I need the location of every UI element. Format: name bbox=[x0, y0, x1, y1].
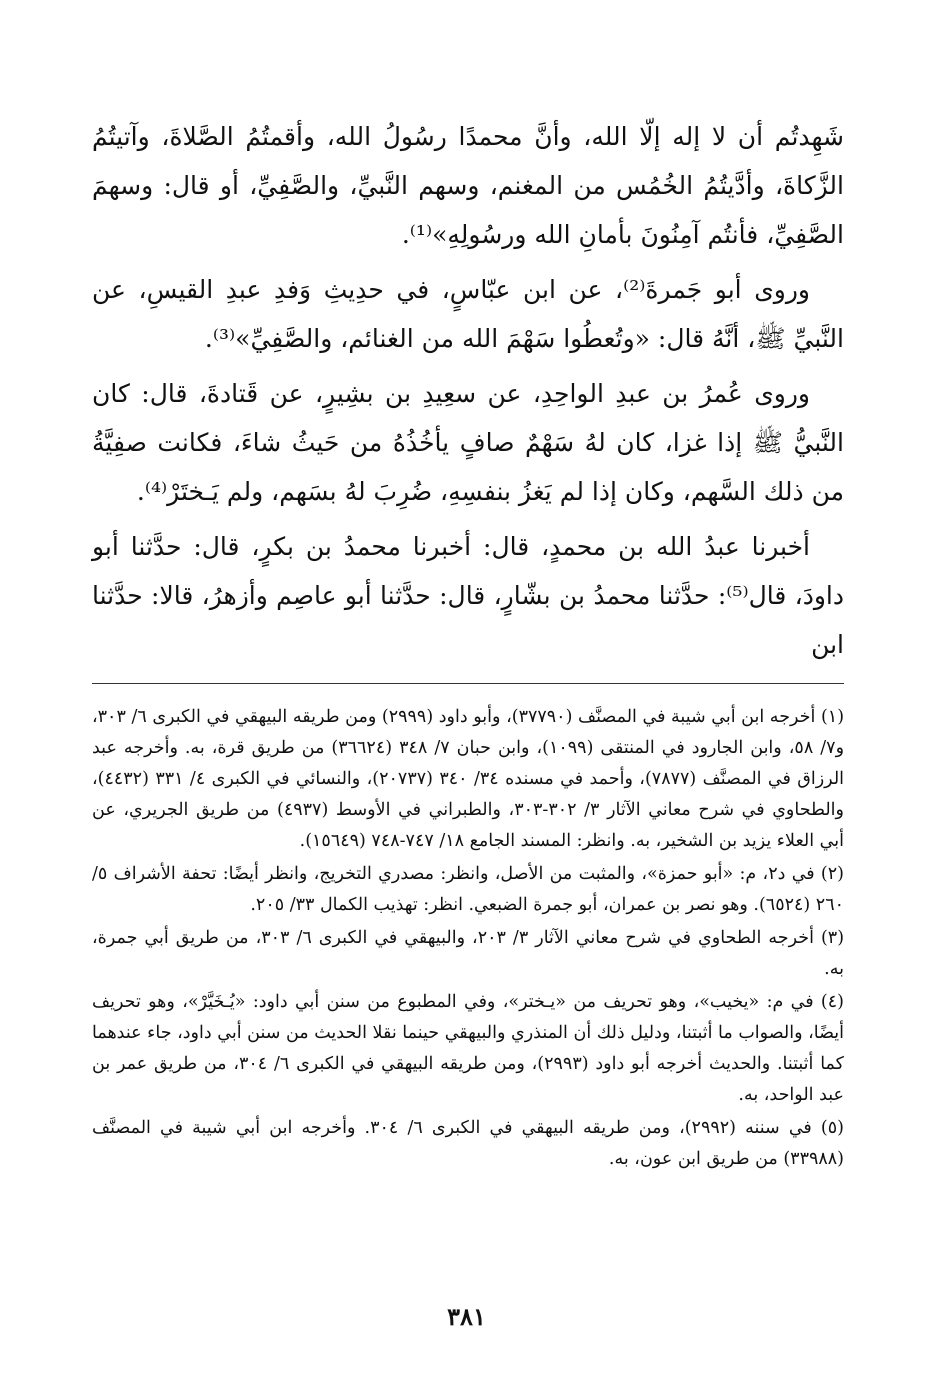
footnotes bbox=[92, 702, 844, 1175]
footnote-4: (٤) في م: «يخيب»، وهو تحريف من «يـختر»، وفي المطبوع من سنن أبي داود: «يُـخَيَّرْ»، وهو تحريف أيضًا، والصواب ما أثبتنا، ودليل ذلك أن المنذري والبيهقي حينما نقلا الحديث من سنن أبي داود، جاء عندهما كما أثبتنا. والحديث أخرجه أبو داود (٢٩٩٣)، ومن طريقه البيهقي في الكبرى ٦/ ٣٠٤، من طريق عمر بن عبد الواحد، به. bbox=[92, 992, 844, 1105]
footnote-1: (١) أخرجه ابن أبي شيبة في المصنَّف (٣٧٧٩٠)، وأبو داود (٢٩٩٩) ومن طريقه البيهقي في الكبرى ٦/ ٣٠٣، و٧/ ٥٨، وابن الجارود في المنتقى (١٠٩٩)، وابن حبان ٧/ ٣٤٨ (٣٦٦٢٤) من طريق قرة، به. وأخرجه عبد الرزاق في المصنَّف (٧٨٧٧)، وأحمد في مسنده ٣٤/ ٣٤٠ (٢٠٧٣٧)، والنسائي في الكبرى ٤/ ٣٣١ (٤٤٣٢)، والطحاوي في شرح معاني الآثار ٣/ ٣٠٢-٣٠٣، والطبراني في الأوسط (٤٩٣٧) من طريق الجريري، عن أبي العلاء يزيد بن الشخير، به. وانظر: المسند الجامع ١٨/ ٧٤٧-٧٤٨ (١٥٦٤٩). bbox=[92, 707, 845, 851]
footnote-5: (٥) في سننه (٢٩٩٢)، ومن طريقه البيهقي في الكبرى ٦/ ٣٠٤. وأخرجه ابن أبي شيبة في المصنَّف (٣٣٩٨٨) من طريق ابن عون، به. bbox=[92, 1118, 844, 1169]
footnote-divider bbox=[92, 683, 844, 684]
footnote-3: (٣) أخرجه الطحاوي في شرح معاني الآثار ٣/ ٢٠٣، والبيهقي في الكبرى ٦/ ٣٠٣، من طريق أبي جمرة، به. bbox=[92, 928, 845, 979]
page-number: ٣٨١ bbox=[447, 1302, 486, 1331]
paragraph-3: وروى عُمرُ بن عبدِ الواحِدِ، عن سعِيدِ بن بشِيرٍ، عن قَتادةَ، قال: كان النَّبيُّ ﷺ إذا غزا، كان لهُ سَهْمٌ صافٍ يأخُذُهُ من حَيثُ شاءَ، فكانت صفِيَّةُ من ذلك السَّهم، وكان إذا لم يَغزُ بنفسِهِ، ضُرِبَ لهُ بسَهم، ولم يَـختَرْ⁽⁴⁾. bbox=[92, 379, 844, 506]
paragraph-1: شَهِدتُم أن لا إله إلّا الله، وأنَّ محمدًا رسُولُ الله، وأقمتُمُ الصَّلاةَ، وآتيتُمُ الزَّكاةَ، وأدَّيتُمُ الخُمُس من المغنم، وسهم النَّبيِّ، والصَّفِيِّ، أو قال: وسهمَ الصَّفِيِّ، فأنتُم آمِنُونَ بأمانِ الله ورسُولِهِ»⁽¹⁾. bbox=[92, 122, 844, 249]
paragraph-4: أخبرنا عبدُ الله بن محمدٍ، قال: أخبرنا محمدُ بن بكرٍ، قال: حدَّثنا أبو داودَ، قال⁽⁵⁾: حدَّثنا محمدُ بن بشّارٍ، قال: حدَّثنا أبو عاصِم وأزهرُ، قالا: حدَّثنا ابن bbox=[92, 532, 845, 659]
footnote-2: (٢) في د٢، م: «أبو حمزة»، والمثبت من الأصل، وانظر: مصدري التخريج، وانظر أيضًا: تحفة الأشراف ٥/ ٢٦٠ (٦٥٢٤). وهو نصر بن عمران، أبو جمرة الضبعي. انظر: تهذيب الكمال ٣٣/ ٢٠٥. bbox=[92, 864, 844, 915]
page-body bbox=[92, 112, 844, 1177]
paragraph-2: وروى أبو جَمرةَ⁽²⁾، عن ابن عبّاسٍ، في حدِيثِ وَفدِ عبدِ القيسِ، عن النَّبيِّ ﷺ، أنَّهُ قال: «وتُعطُوا سَهْمَ الله من الغنائم، والصَّفِيِّ»⁽³⁾. bbox=[92, 275, 844, 353]
main-text bbox=[92, 112, 844, 669]
